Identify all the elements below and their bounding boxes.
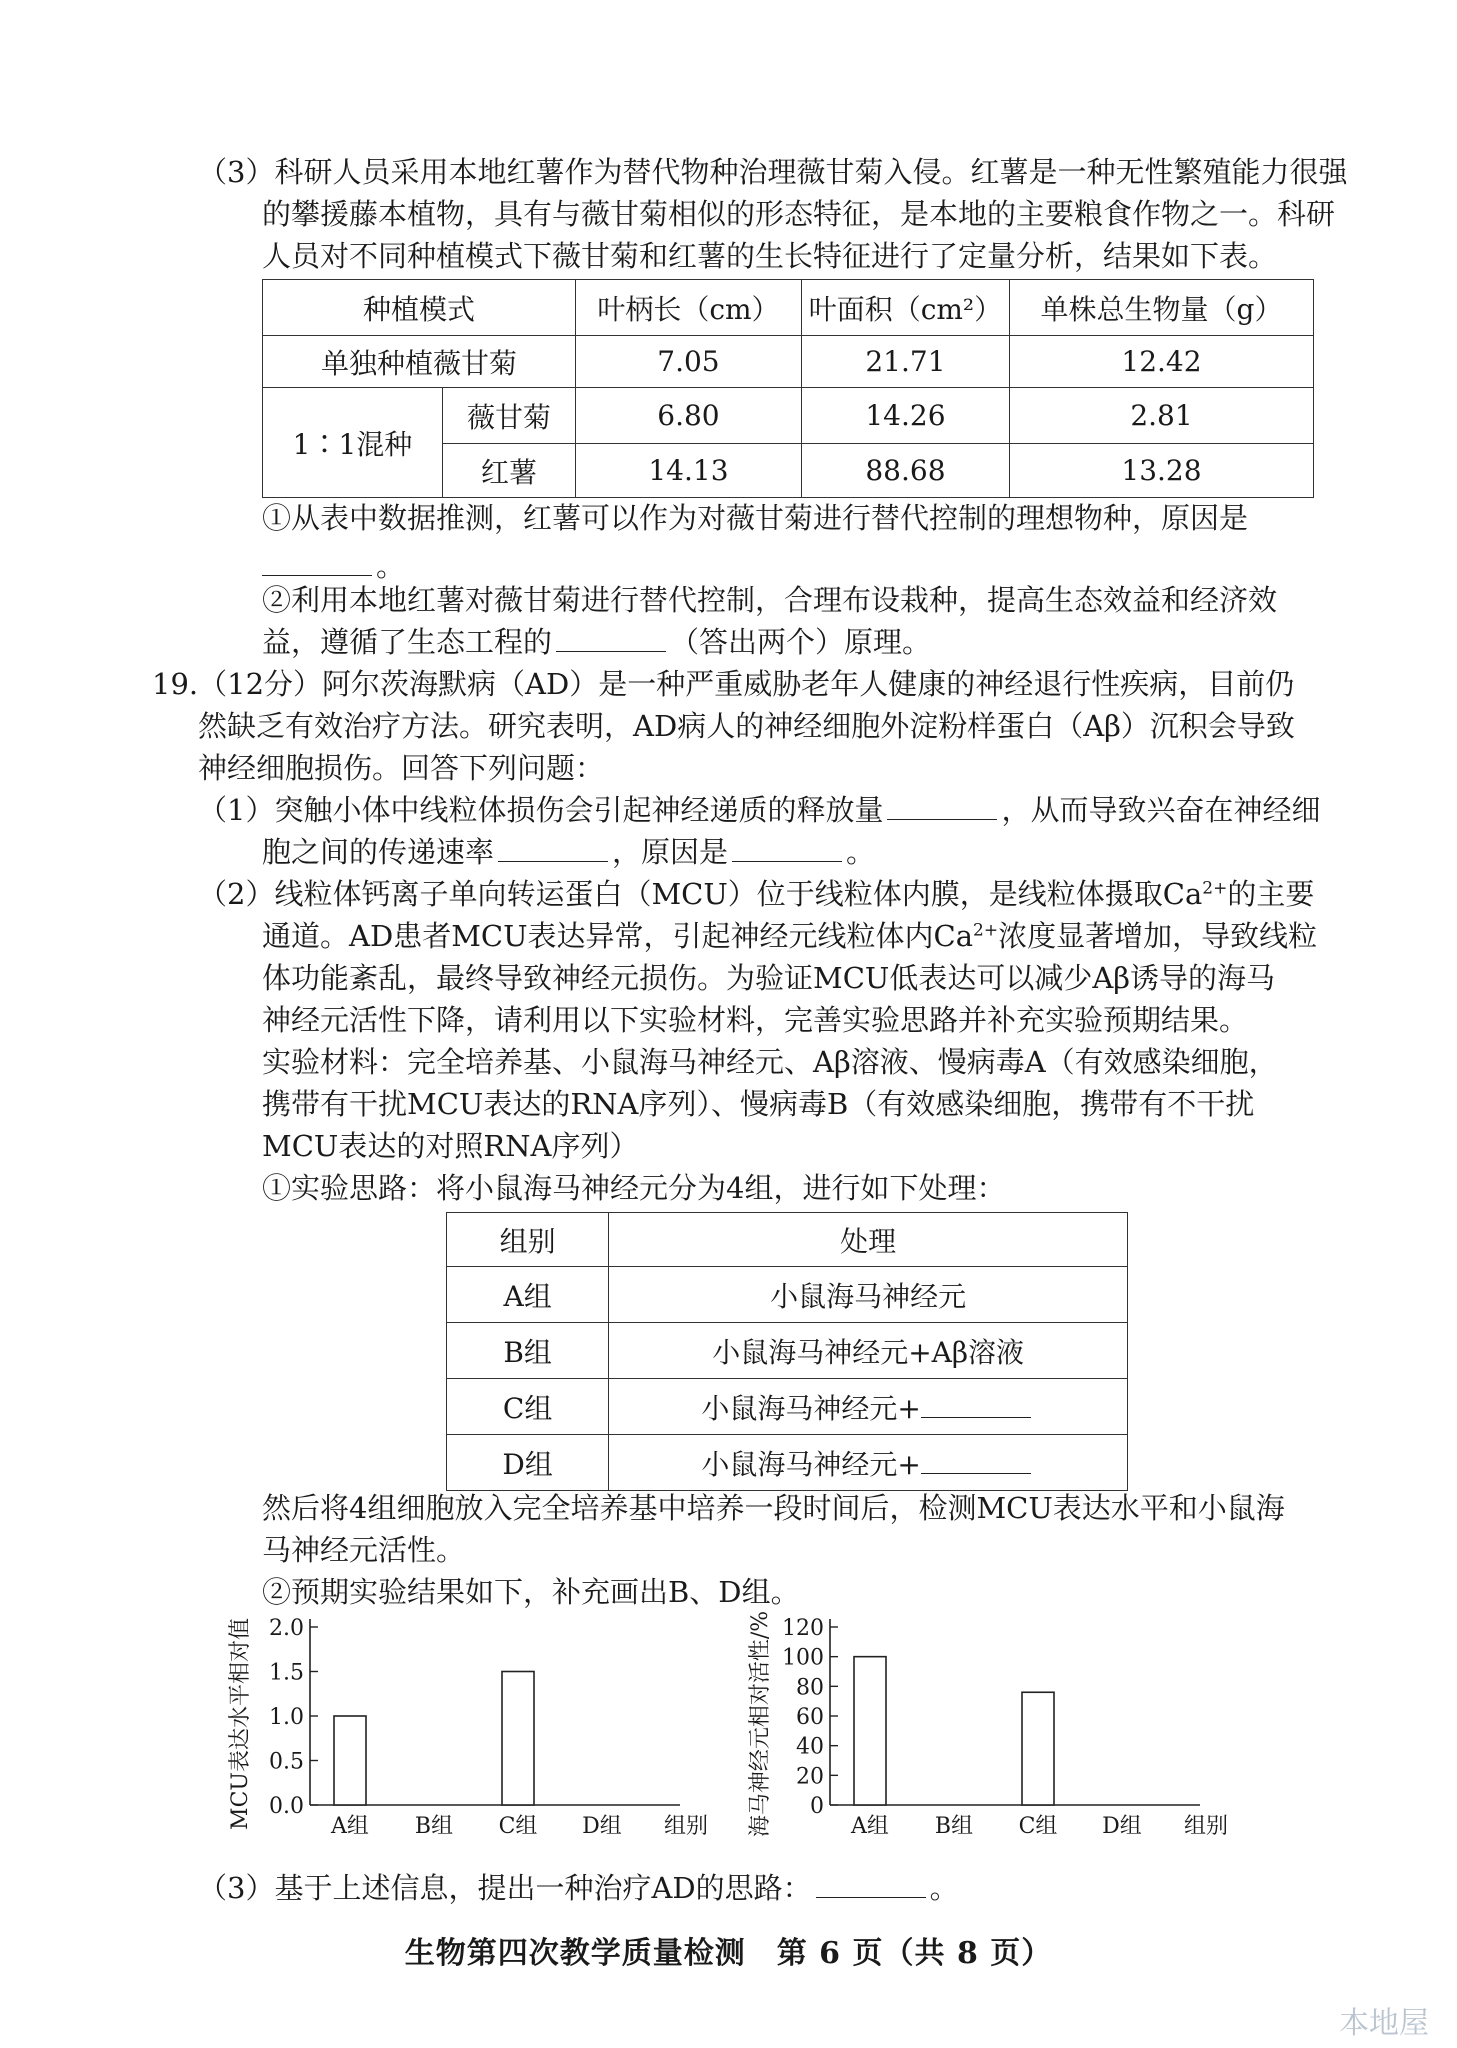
then-line2: 马神经元活性。 — [262, 1533, 466, 1567]
expected-results: ②预期实验结果如下，补充画出B、D组。 — [262, 1575, 800, 1609]
q19-2-line3: 体功能紊乱，最终导致神经元损伤。为验证MCU低表达可以减少Aβ诱导的海马 — [262, 961, 1276, 995]
answer-blank[interactable] — [816, 1871, 926, 1898]
q19-line3: 神经细胞损伤。回答下列问题： — [198, 751, 605, 785]
cell: 12.42 — [1009, 336, 1313, 388]
cell: 13.28 — [1009, 444, 1313, 498]
planting-table — [262, 279, 1314, 498]
y-tick-label: 20 — [796, 1764, 824, 1790]
q18-sub2-line1: ②利用本地红薯对薇甘菊进行替代控制，合理布设栽种，提高生态效益和经济效 — [262, 583, 1278, 617]
answer-blank[interactable] — [498, 835, 608, 862]
bar-C组 — [502, 1672, 534, 1806]
y-tick-label: 1.0 — [269, 1705, 304, 1730]
cell: 21.71 — [801, 336, 1009, 388]
x-tick-label: C组 — [1018, 1814, 1058, 1839]
cell: 7.05 — [576, 336, 802, 388]
mixed-label: 1∶1混种 — [263, 388, 443, 498]
group-a: A组 — [447, 1267, 609, 1323]
x-axis-label: 组别 — [664, 1814, 709, 1839]
th-leafarea: 叶面积（cm²） — [801, 280, 1009, 336]
y-tick-label: 100 — [782, 1645, 824, 1671]
page-footer: 生物第四次教学质量检测 第 6 页（共 8 页） — [404, 1936, 1053, 1971]
bar-A组 — [334, 1716, 366, 1805]
row-mix2-label: 红薯 — [442, 444, 575, 498]
th-mode: 种植模式 — [263, 280, 576, 336]
experiment-idea: ①实验思路：将小鼠海马神经元分为4组，进行如下处理： — [262, 1171, 1006, 1205]
y-tick-label: 1.5 — [269, 1660, 304, 1686]
q19-1-line2: 胞之间的传递速率 ，原因是 。 — [262, 835, 876, 869]
treat-a: 小鼠海马神经元 — [609, 1267, 1128, 1323]
answer-blank[interactable] — [921, 1447, 1031, 1474]
answer-blank[interactable] — [921, 1391, 1031, 1418]
bar-C组 — [1022, 1692, 1054, 1805]
answer-blank[interactable] — [262, 549, 372, 576]
q19-line1: 19.（12分）阿尔茨海默病（AD）是一种严重威胁老年人健康的神经退行性疾病，目前仍 — [152, 667, 1295, 701]
cell: 14.26 — [801, 388, 1009, 444]
answer-blank[interactable] — [887, 793, 997, 820]
mcu-expression-chart — [225, 1605, 715, 1865]
y-tick-label: 120 — [782, 1616, 824, 1641]
th-petiole: 叶柄长（cm） — [576, 280, 802, 336]
treat-c: 小鼠海马神经元+ — [609, 1379, 1128, 1435]
x-tick-label: D组 — [582, 1814, 622, 1839]
y-tick-label: 0.5 — [269, 1749, 304, 1775]
y-tick-label: 40 — [796, 1734, 824, 1760]
row-mix1-label: 薇甘菊 — [442, 388, 575, 444]
cell: 88.68 — [801, 444, 1009, 498]
q19-2-line2: 通道。AD患者MCU表达异常，引起神经元线粒体内$Ca^{2+}$浓度显著增加，导致线粒 — [262, 919, 1318, 953]
y-tick-label: 0 — [810, 1794, 824, 1819]
watermark-logo: 本地屋 — [1339, 2006, 1429, 2041]
then-line1: 然后将4组细胞放入完全培养基中培养一段时间后，检测MCU表达水平和小鼠海 — [262, 1491, 1285, 1525]
treat-d: 小鼠海马神经元+ — [609, 1435, 1128, 1491]
th-biomass: 单株总生物量（g） — [1009, 280, 1313, 336]
y-tick-label: 60 — [796, 1705, 824, 1730]
q18-3-line1: （3）科研人员采用本地红薯作为替代物种治理薇甘菊入侵。红薯是一种无性繁殖能力很强 — [198, 155, 1348, 189]
q19-line2: 然缺乏有效治疗方法。研究表明，AD病人的神经细胞外淀粉样蛋白（Aβ）沉积会导致 — [198, 709, 1295, 743]
neuron-activity-chart — [745, 1605, 1235, 1865]
answer-blank[interactable] — [556, 625, 666, 652]
row-single-label: 单独种植薇甘菊 — [263, 336, 576, 388]
y-tick-label: 80 — [796, 1675, 824, 1701]
q18-sub1: ①从表中数据推测，红薯可以作为对薇甘菊进行替代控制的理想物种，原因是 — [262, 501, 1249, 535]
bar-A组 — [854, 1657, 886, 1805]
answer-blank[interactable] — [732, 835, 842, 862]
cell: 6.80 — [576, 388, 802, 444]
x-tick-label: B组 — [934, 1814, 974, 1839]
x-axis-label: 组别 — [1184, 1814, 1229, 1839]
group-b: B组 — [447, 1323, 609, 1379]
x-tick-label: C组 — [498, 1814, 538, 1839]
treat-b: 小鼠海马神经元+Aβ溶液 — [609, 1323, 1128, 1379]
y-tick-label: 0.0 — [269, 1794, 304, 1819]
th-group: 组别 — [447, 1213, 609, 1267]
group-c: C组 — [447, 1379, 609, 1435]
q19-2-line4: 神经元活性下降，请利用以下实验材料，完善实验思路并补充实验预期结果。 — [262, 1003, 1249, 1037]
q18-3-line3: 人员对不同种植模式下薇甘菊和红薯的生长特征进行了定量分析，结果如下表。 — [262, 239, 1278, 273]
y-tick-label: 2.0 — [269, 1616, 304, 1641]
x-tick-label: B组 — [414, 1814, 454, 1839]
q19-1-line1: （1）突触小体中线粒体损伤会引起神经递质的释放量 ，从而导致兴奋在神经细 — [198, 793, 1321, 827]
q18-3-line2: 的攀援藤本植物，具有与薇甘菊相似的形态特征，是本地的主要粮食作物之一。科研 — [262, 197, 1336, 231]
x-tick-label: D组 — [1102, 1814, 1142, 1839]
x-tick-label: A组 — [331, 1814, 369, 1839]
group-d: D组 — [447, 1435, 609, 1491]
group-table — [446, 1212, 1128, 1491]
q19-2-line1: （2）线粒体钙离子单向转运蛋白（MCU）位于线粒体内膜，是线粒体摄取$Ca^{2+}$的主要 — [198, 877, 1315, 911]
y-axis-label: MCU表达水平相对值 — [228, 1618, 253, 1830]
materials-line2: 携带有干扰MCU表达的RNA序列）、慢病毒B（有效感染细胞，携带有不干扰 — [262, 1087, 1255, 1121]
th-treatment: 处理 — [609, 1213, 1128, 1267]
q18-sub1-answer: 。 — [262, 546, 405, 586]
materials-line1: 实验材料：完全培养基、小鼠海马神经元、Aβ溶液、慢病毒A（有效感染细胞， — [262, 1045, 1278, 1079]
q19-3: （3）基于上述信息，提出一种治疗AD的思路： 。 — [198, 1871, 959, 1905]
cell: 14.13 — [576, 444, 802, 498]
x-tick-label: A组 — [851, 1814, 889, 1839]
materials-line3: MCU表达的对照RNA序列） — [262, 1129, 639, 1163]
y-axis-label: 海马神经元相对活性/% — [748, 1610, 773, 1838]
q18-sub2-line2: 益，遵循了生态工程的 （答出两个）原理。 — [262, 625, 932, 659]
cell: 2.81 — [1009, 388, 1313, 444]
